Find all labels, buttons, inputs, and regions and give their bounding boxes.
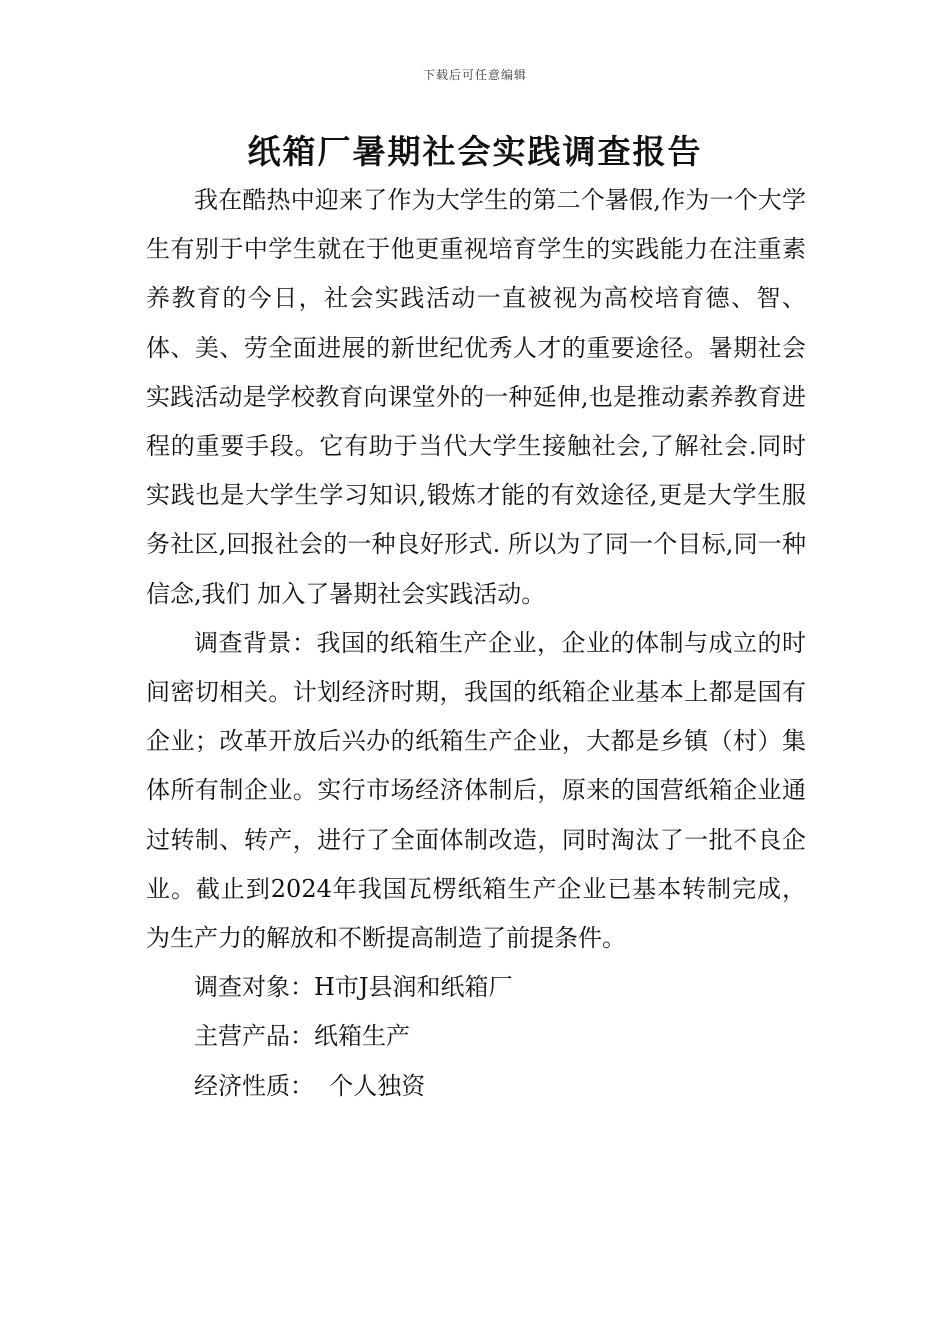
document-body	[146, 176, 806, 1111]
paragraph-economic-nature: 经济性质： 个人独资	[194, 1071, 426, 1100]
paragraph-introduction: 我在酷热中迎来了作为大学生的第二个暑假,作为一个大学生有别于中学生就在于他更重视培育学生的实践能力在注重素养教育的今日，社会实践活动一直被视为高校培育德、智、体、美、劳全面进展的新世纪优秀人才的重要途径。暑期社会实践活动是学校教育向课堂外的一种延伸,也是推动素养教育进程的重要手段。它有助于当代大学生接触社会,了解社会.同时实践也是大学生学习知识,锻炼才能的有效途径,更是大学生服务社区,回报社会的一种良好形式. 所以为了同一个目标,同一种信念,我们 加入了暑期社会实践活动。	[146, 186, 806, 608]
document-title: 纸箱厂暑期社会实践调查报告	[247, 132, 703, 171]
paragraph-survey-subject: 调查对象：H市J县润和纸箱厂	[194, 973, 513, 1002]
header-note: 下载后可任意编辑	[422, 68, 527, 82]
paragraph-background: 调查背景：我国的纸箱生产企业，企业的体制与成立的时间密切相关。计划经济时期，我国的纸箱企业基本上都是国有企业；改革开放后兴办的纸箱生产企业，大都是乡镇（村）集体所有制企业。实行市场经济体制后，原来的国营纸箱企业通过转制、转产，进行了全面体制改造，同时淘汰了一批不良企业。截止到2024年我国瓦楞纸箱生产企业已基本转制完成，为生产力的解放和不断提高制造了前提条件。	[146, 628, 806, 953]
paragraph-main-product: 主营产品：纸箱生产	[194, 1022, 410, 1051]
